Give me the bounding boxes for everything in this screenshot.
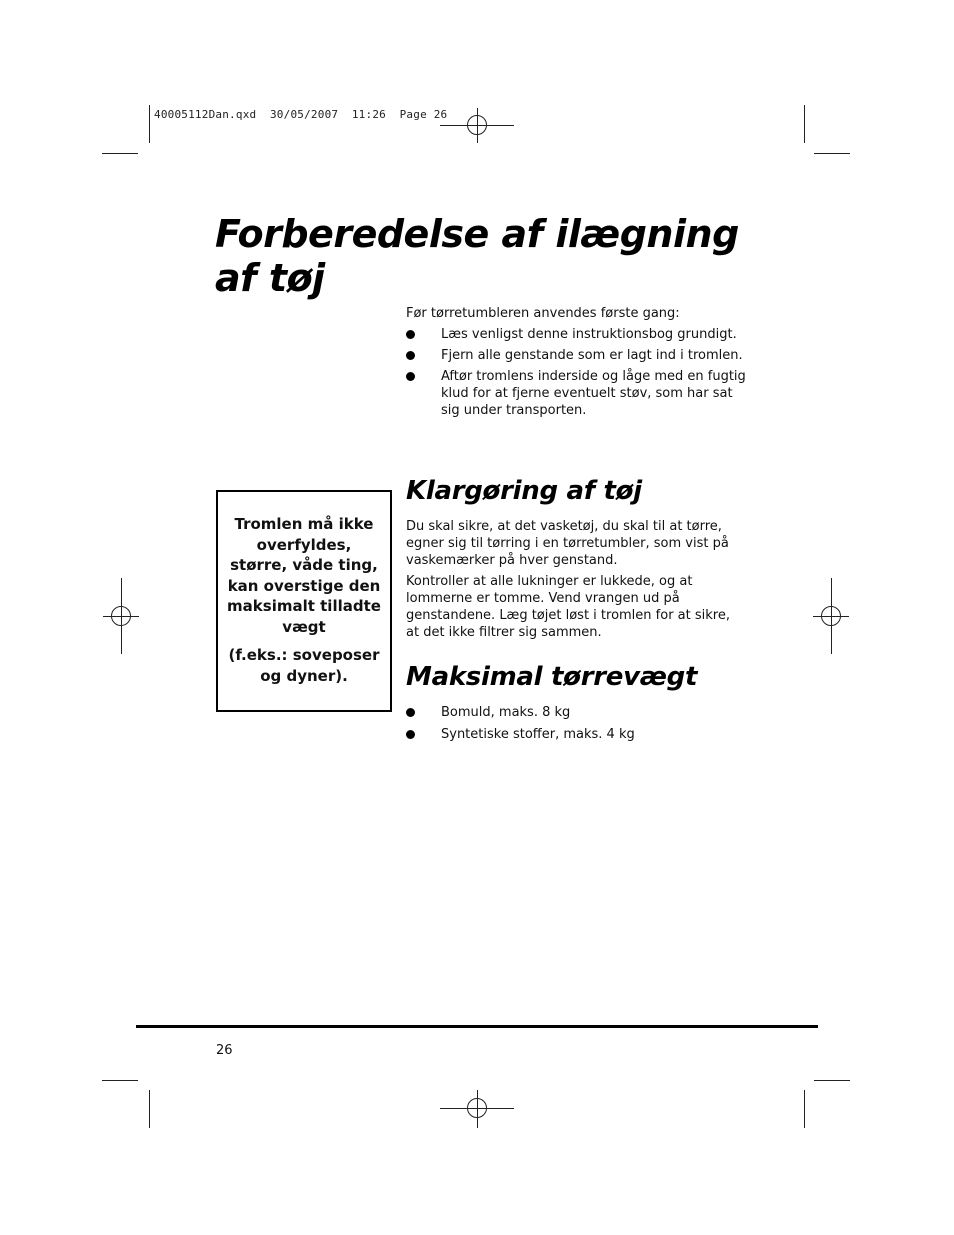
section-heading-maksimal: Maksimal tørrevægt (406, 662, 698, 692)
page-number: 26 (216, 1043, 233, 1058)
list-item: Aftør tromlens inderside og låge med en fugtig klud for at fjerne eventuelt støv, som har sat sig under transporten. (406, 368, 746, 419)
registration-target-icon (111, 606, 131, 626)
printer-slug: 40005112Dan.qxd 30/05/2007 11:26 Page 26 (154, 108, 448, 121)
footer-rule (136, 1025, 818, 1028)
weight-bullet-list (406, 704, 746, 748)
paragraph: Du skal sikre, at det vasketøj, du skal til at tørre, egner sig til tørring i en tørretumbler, som vist på vaskemærker på hver genstand. (406, 519, 729, 568)
registration-target-icon (821, 606, 841, 626)
warning-box (216, 490, 392, 712)
registration-target-icon (467, 115, 487, 135)
page-title: Forberedelse af ilægning af tøj (215, 212, 739, 300)
paragraph: Kontroller at alle lukninger er lukkede, og at lommerne er tomme. Vend vrangen ud på genstandene. Læg tøjet løst i tromlen for at sikre, at det ikke filtrer sig sammen. (406, 574, 730, 640)
list-item: Syntetiske stoffer, maks. 4 kg (406, 726, 746, 743)
section-body-klargoring (406, 518, 746, 645)
warning-example: (f.eks.: soveposer og dyner). (228, 646, 380, 685)
list-item: Fjern alle genstande som er lagt ind i tromlen. (406, 347, 746, 364)
list-item: Læs venligst denne instruktionsbog grundigt. (406, 326, 746, 343)
registration-target-icon (467, 1098, 487, 1118)
warning-text: Tromlen må ikke overfyldes, større, våde ting, kan overstige den maksimalt tilladte vægt (227, 515, 381, 636)
intro-text: Før tørretumbleren anvendes første gang: (406, 306, 680, 321)
list-item: Bomuld, maks. 8 kg (406, 704, 746, 721)
intro-bullet-list (406, 326, 746, 423)
section-heading-klargoring: Klargøring af tøj (406, 476, 642, 506)
